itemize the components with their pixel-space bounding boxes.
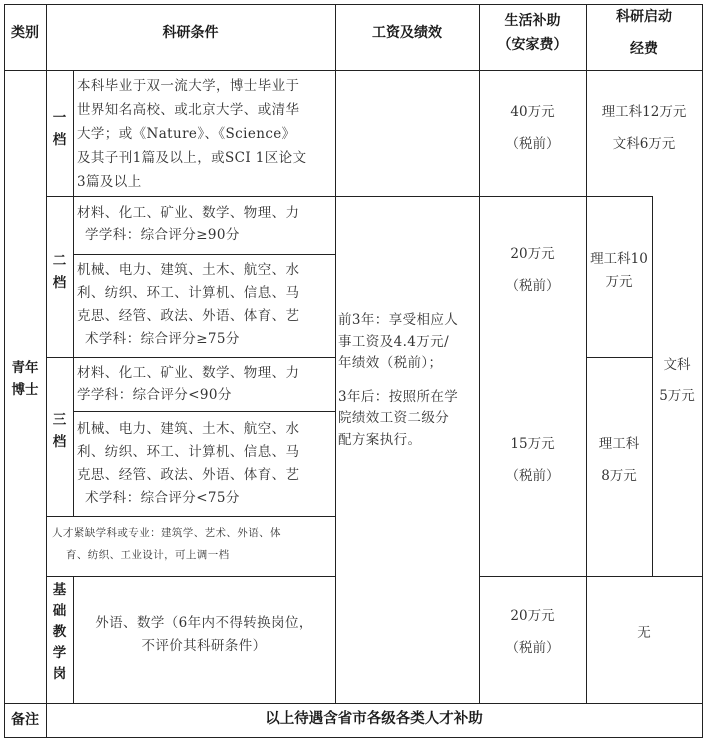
tier1-condition-line: 及其子刊1篇及以上，或SCI 1区论文	[77, 150, 307, 166]
arts-startup-2: 5万元	[659, 388, 695, 404]
rule-bottom	[4, 737, 702, 738]
shortage-note-line: 人才紧缺学科或专业：建筑学、艺术、外语、体	[52, 527, 281, 539]
tier3-condition-line: 材料、化工、矿业、数学、物理、力	[77, 365, 300, 381]
tier1-living-note: （税前）	[505, 136, 560, 152]
basic-condition-line: 外语、数学（6年内不得转换岗位，	[95, 615, 313, 631]
tier2-condition-line: 利、纺织、环工、计算机、信息、马	[77, 285, 300, 301]
tier3-startup-sci-1: 理工科	[598, 436, 640, 452]
shortage-note	[52, 522, 281, 566]
tier2-condition-line: 术学科：综合评分≥75分	[85, 331, 240, 347]
tier1-condition-line: 世界知名高校、或北京大学、或清华	[77, 102, 300, 118]
tier2-label-1: 二	[52, 253, 67, 269]
tier1-condition-line: 3篇及以上	[77, 174, 142, 190]
tier1-label-1: 一	[52, 110, 67, 126]
salary-line: 年绩效（税前）；	[338, 355, 443, 371]
header-conditions: 科研条件	[162, 25, 219, 41]
tier2-label-2: 档	[52, 275, 67, 291]
salary-line	[338, 375, 458, 387]
rule-tier3-bottom-right	[479, 576, 702, 577]
remarks-text: 以上待遇含省市各级各类人才补助	[265, 710, 483, 727]
tier3-living-note: （税前）	[505, 468, 560, 484]
arts-startup-1: 文科	[663, 357, 691, 373]
category-label-2: 博士	[11, 382, 39, 398]
tier2-living-note: （税前）	[505, 278, 560, 294]
tier2-startup-sci-2: 万元	[605, 274, 633, 290]
tier2-condition-line: 克思、经管、政法、外语、体育、艺	[77, 308, 300, 324]
rule-basic-bottom	[4, 703, 702, 704]
salary-line: 事工资及4.4万元/	[338, 333, 450, 350]
tier3-conditions-a	[77, 362, 299, 406]
salary-line: 前3年：享受相应人	[338, 312, 459, 328]
header-startup-1: 科研启动	[616, 9, 672, 25]
tier2-condition-line: 材料、化工、矿业、数学、物理、力	[77, 205, 300, 221]
rule-tier2-split	[73, 254, 335, 255]
basic-label-5: 岗	[52, 666, 67, 682]
tier2-living: 20万元	[510, 246, 555, 262]
tier1-label-2: 档	[52, 132, 67, 148]
rule-conditions	[335, 4, 336, 704]
basic-conditions	[73, 612, 335, 658]
header-living-1: 生活补助	[504, 13, 561, 29]
tier2-condition-line: 学学科：综合评分≥90分	[85, 227, 240, 243]
tier2-condition-line: 机械、电力、建筑、土木、航空、水	[77, 262, 300, 278]
category-label-1: 青年	[11, 360, 39, 376]
rule-note-bottom	[46, 576, 335, 577]
basic-label-3: 教	[52, 624, 67, 640]
tier3-conditions-b	[77, 418, 299, 510]
tier3-condition-line: 利、纺织、环工、计算机、信息、马	[77, 444, 300, 460]
rule-tier2-bottom	[46, 357, 335, 358]
rule-tier3-bottom	[46, 516, 335, 517]
remarks-label: 备注	[11, 712, 39, 728]
tier3-living: 15万元	[510, 436, 555, 452]
rule-arts	[652, 196, 653, 577]
header-startup-2: 经费	[630, 41, 658, 57]
shortage-note-line: 育、纺织、工业设计，可上调一档	[66, 549, 230, 561]
rule-tier-label	[73, 70, 74, 517]
tier3-label-2: 档	[52, 434, 67, 450]
tier2-conditions-b	[77, 259, 299, 351]
basic-startup: 无	[637, 625, 651, 641]
header-living-2: （安家费）	[497, 37, 568, 53]
salary-text	[338, 310, 458, 451]
basic-living-note: （税前）	[505, 640, 560, 656]
tier3-startup-sci-2: 8万元	[601, 468, 637, 484]
salary-line: 院绩效工资二级分	[338, 410, 450, 426]
rule-header-bottom	[4, 70, 702, 71]
header-category: 类别	[11, 25, 39, 41]
rule-top	[4, 4, 702, 5]
tier1-startup-arts: 文科6万元	[612, 136, 676, 152]
tier3-label-1: 三	[52, 412, 67, 428]
tier1-condition-line: 大学；或《Nature》、《Science》	[77, 126, 296, 142]
tier3-condition-line: 机械、电力、建筑、土木、航空、水	[77, 421, 300, 437]
tier1-living: 40万元	[510, 104, 555, 120]
tier1-condition-line: 本科毕业于双一流大学，博士毕业于	[77, 78, 300, 94]
tier2-startup-sci-1: 理工科10	[590, 251, 648, 267]
tier2-conditions-a	[77, 202, 299, 246]
basic-label-4: 学	[52, 645, 67, 661]
tier1-startup-sci: 理工科12万元	[601, 104, 687, 120]
salary-line: 3年后：按照所在学	[338, 388, 459, 405]
tier3-condition-line: 术学科：综合评分<75分	[85, 490, 240, 506]
rule-tier3-split	[73, 411, 335, 412]
basic-condition-line: 不评价其科研条件）	[141, 638, 267, 654]
basic-label-2: 础	[52, 603, 67, 619]
basic-living: 20万元	[510, 608, 555, 624]
tier1-conditions	[77, 74, 306, 194]
header-salary: 工资及绩效	[372, 25, 442, 41]
rule-right	[702, 4, 703, 738]
tier3-condition-line: 学学科：综合评分<90分	[77, 387, 232, 403]
salary-line: 配方案执行。	[338, 431, 422, 448]
rule-tier1-bottom	[46, 196, 652, 197]
tier3-condition-line: 克思、经管、政法、外语、体育、艺	[77, 467, 300, 483]
basic-label-1: 基	[52, 582, 67, 598]
rule-tier2-bottom-right	[586, 357, 652, 358]
